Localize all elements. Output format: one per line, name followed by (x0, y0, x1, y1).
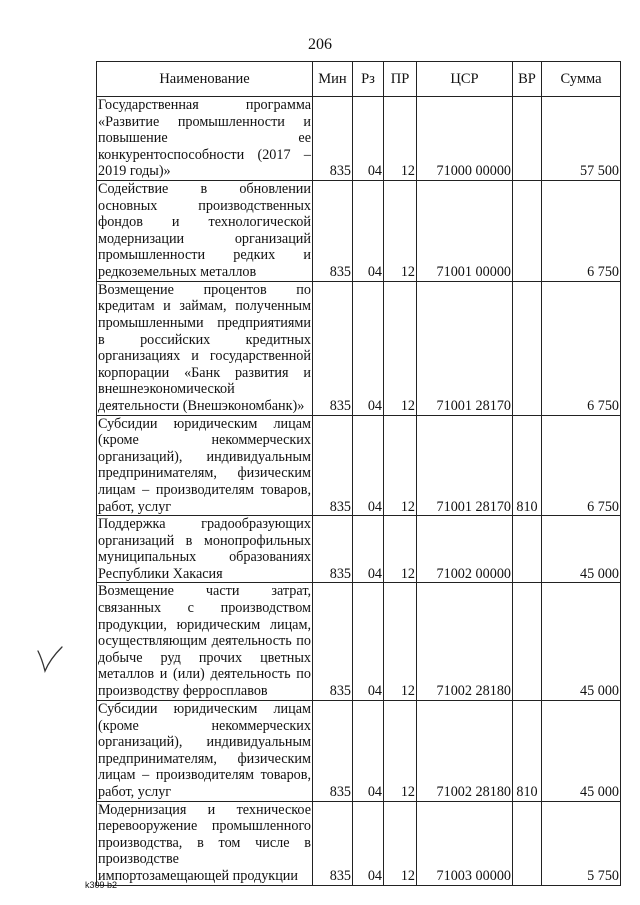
row-pr: 12 (384, 97, 417, 181)
row-pr: 12 (384, 583, 417, 700)
header-name: Наименование (97, 62, 313, 97)
row-name: Государственная программа «Развитие промышленности и повышение ее конкурентоспособности (2017 – 2019 годы)» (98, 97, 311, 180)
row-min: 835 (313, 97, 353, 181)
footer-code: k309 b2 (85, 880, 118, 890)
row-name: Модернизация и техническое перевооружение промышленного производства, в том числе в производстве импортозамещающей продукции (98, 801, 311, 885)
row-rz: 04 (353, 700, 384, 801)
budget-table (96, 61, 621, 886)
row-sum: 6 750 (542, 180, 621, 281)
page-number: 206 (308, 36, 332, 53)
row-rz: 04 (353, 516, 384, 583)
row-min: 835 (313, 583, 353, 700)
row-min: 835 (313, 281, 353, 415)
row-rz: 04 (353, 180, 384, 281)
row-vr: 810 (513, 415, 542, 516)
row-min: 835 (313, 415, 353, 516)
row-pr: 12 (384, 516, 417, 583)
header-sum: Сумма (542, 62, 621, 97)
row-rz: 04 (353, 801, 384, 885)
row-csr: 71001 28170 (417, 415, 513, 516)
row-pr: 12 (384, 700, 417, 801)
row-min: 835 (313, 180, 353, 281)
row-sum: 45 000 (542, 583, 621, 700)
row-sum: 45 000 (542, 516, 621, 583)
row-sum: 6 750 (542, 281, 621, 415)
table-header-row (97, 62, 621, 97)
row-pr: 12 (384, 180, 417, 281)
row-pr: 12 (384, 801, 417, 885)
row-vr (513, 801, 542, 885)
table-row (97, 583, 621, 700)
row-csr: 71003 00000 (417, 801, 513, 885)
row-vr (513, 583, 542, 700)
row-csr: 71002 28180 (417, 700, 513, 801)
handwritten-check-mark (36, 645, 64, 675)
row-min: 835 (313, 801, 353, 885)
row-sum: 6 750 (542, 415, 621, 516)
row-name: Содействие в обновлении основных производственных фондов и технологической модернизации организаций промышленности редких и редкоземельных металлов (98, 180, 311, 280)
table-row (97, 415, 621, 516)
table-row (97, 281, 621, 415)
row-pr: 12 (384, 281, 417, 415)
row-min: 835 (313, 516, 353, 583)
row-rz: 04 (353, 97, 384, 181)
row-name: Субсидии юридическим лицам (кроме некоммерческих организаций), индивидуальным предпринимателям, физическим лицам – производителям товаров, работ, услуг (98, 701, 311, 801)
row-pr: 12 (384, 415, 417, 516)
row-sum: 45 000 (542, 700, 621, 801)
row-vr (513, 97, 542, 181)
row-name: Возмещение процентов по кредитам и займам, полученным промышленными предприятиями в российских кредитных организациях и государственной корпорации «Банк развития и внешнеэкономической деятельности (Внешэкономбанк)» (98, 281, 311, 414)
table-row (97, 516, 621, 583)
header-csr: ЦСР (417, 62, 513, 97)
row-rz: 04 (353, 415, 384, 516)
table-row (97, 801, 621, 885)
row-min: 835 (313, 700, 353, 801)
table-row (97, 700, 621, 801)
row-name: Поддержка градообразующих организаций в монопрофильных муниципальных образованиях Республики Хакасия (98, 516, 311, 582)
row-csr: 71001 28170 (417, 281, 513, 415)
table-row (97, 97, 621, 181)
row-name: Субсидии юридическим лицам (кроме некоммерческих организаций), индивидуальным предпринимателям, физическим лицам – производителям товаров, работ, услуг (98, 415, 311, 515)
row-sum: 5 750 (542, 801, 621, 885)
row-rz: 04 (353, 281, 384, 415)
header-vr: ВР (513, 62, 542, 97)
row-name: Возмещение части затрат, связанных с производством продукции, юридическим лицам, осуществляющим деятельность по добыче руд прочих цветных металлов и (или) деятельность по производству ферросплавов (98, 583, 311, 700)
row-vr (513, 281, 542, 415)
row-vr (513, 180, 542, 281)
header-min: Мин (313, 62, 353, 97)
table-row (97, 180, 621, 281)
row-csr: 71000 00000 (417, 97, 513, 181)
row-csr: 71001 00000 (417, 180, 513, 281)
header-rz: Рз (353, 62, 384, 97)
header-pr: ПР (384, 62, 417, 97)
row-csr: 71002 00000 (417, 516, 513, 583)
row-csr: 71002 28180 (417, 583, 513, 700)
row-sum: 57 500 (542, 97, 621, 181)
row-rz: 04 (353, 583, 384, 700)
row-vr (513, 516, 542, 583)
row-vr: 810 (513, 700, 542, 801)
